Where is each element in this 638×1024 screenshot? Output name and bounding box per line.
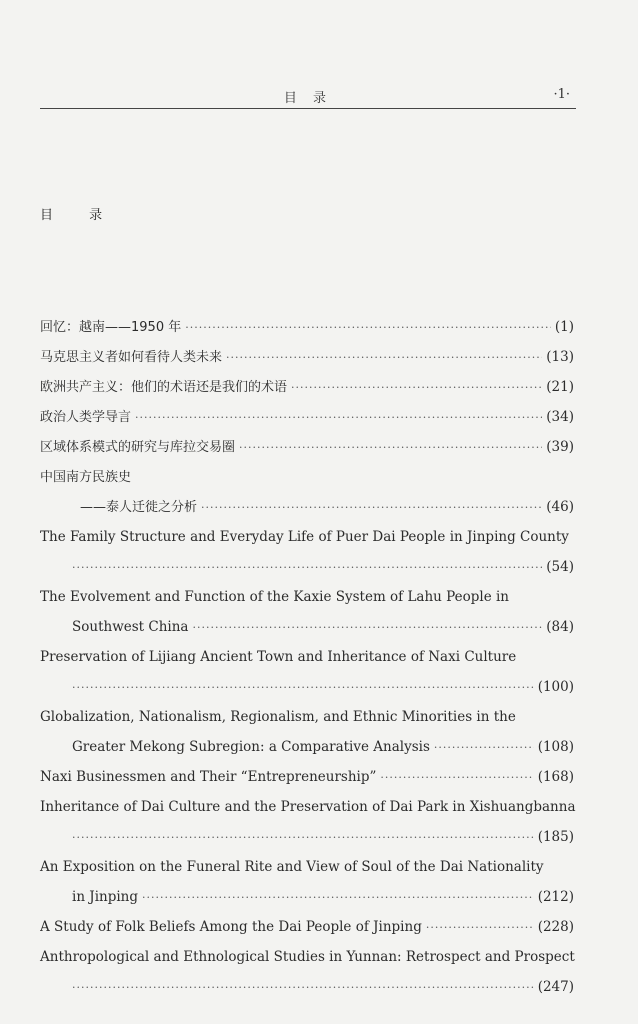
toc-entry-title: An Exposition on the Funeral Rite and View of Soul of the Dai Nationality bbox=[40, 859, 544, 875]
toc-entry-title: 区域体系模式的研究与库拉交易圈 bbox=[40, 440, 236, 455]
toc-entry bbox=[40, 762, 574, 792]
toc-entry-page: (13) bbox=[546, 349, 574, 365]
toc-entry-page: (100) bbox=[537, 679, 574, 695]
toc-entry-page: (21) bbox=[546, 379, 574, 395]
toc-entry-title: 政治人类学导言 bbox=[40, 410, 132, 425]
toc-entry-page: (46) bbox=[546, 499, 574, 515]
toc-entry-title: 中国南方民族史 bbox=[40, 470, 132, 485]
dot-leader bbox=[72, 973, 534, 1003]
toc-entry-subtitle: Greater Mekong Subregion: a Comparative Analysis bbox=[72, 739, 430, 755]
dot-leader bbox=[135, 403, 542, 433]
toc-entry bbox=[40, 792, 574, 822]
toc-entry-subtitle: in Jinping bbox=[72, 889, 139, 905]
toc-entry-title: The Family Structure and Everyday Life of Puer Dai People in Jinping County bbox=[40, 529, 569, 545]
toc-entry-continuation-line bbox=[40, 492, 574, 522]
page-title: 目 录 bbox=[40, 208, 119, 223]
running-header bbox=[40, 86, 576, 109]
toc-entry-title: Anthropological and Ethnological Studies in Yunnan: Retrospect and Prospect bbox=[40, 949, 575, 965]
toc-entry-continuation-line bbox=[40, 972, 574, 1002]
toc-entry-title: 欧洲共产主义：他们的术语还是我们的术语 bbox=[40, 380, 288, 395]
toc-entry-title: 马克思主义者如何看待人类未来 bbox=[40, 350, 223, 365]
toc-entry-continuation-line bbox=[40, 552, 574, 582]
page-number: ·1· bbox=[553, 87, 570, 102]
dot-leader bbox=[291, 373, 542, 403]
toc-entry bbox=[40, 942, 574, 972]
toc-entry-page: (1) bbox=[554, 319, 574, 335]
toc-entry-page: (39) bbox=[546, 439, 574, 455]
toc-entry-continuation-line bbox=[40, 882, 574, 912]
dot-leader bbox=[185, 313, 551, 343]
toc-entry-continuation-line bbox=[40, 612, 574, 642]
toc-entry-page: (168) bbox=[537, 769, 574, 785]
toc-entry-page: (247) bbox=[537, 979, 574, 995]
toc-entry-title: Inheritance of Dai Culture and the Preservation of Dai Park in Xishuangbanna bbox=[40, 799, 576, 815]
toc-entry bbox=[40, 702, 574, 732]
toc-entry bbox=[40, 432, 574, 462]
toc-entry bbox=[40, 522, 574, 552]
toc-entry-title: Preservation of Lijiang Ancient Town and Inheritance of Naxi Culture bbox=[40, 649, 517, 665]
toc-entry bbox=[40, 342, 574, 372]
dot-leader bbox=[192, 613, 542, 643]
dot-leader bbox=[142, 883, 534, 913]
toc-entry-title: 回忆：越南——1950 年 bbox=[40, 320, 182, 335]
toc-entry-title: A Study of Folk Beliefs Among the Dai People of Jinping bbox=[40, 919, 422, 935]
toc-entry-subtitle: ——泰人迁徙之分析 bbox=[80, 500, 198, 515]
toc-entry-page: (108) bbox=[537, 739, 574, 755]
running-title: 目 录 bbox=[283, 91, 333, 106]
dot-leader bbox=[72, 673, 534, 703]
toc-entry-title: The Evolvement and Function of the Kaxie System of Lahu People in bbox=[40, 589, 509, 605]
dot-leader bbox=[72, 823, 534, 853]
dot-leader bbox=[72, 553, 542, 583]
toc-entry-title: Naxi Businessmen and Their “Entrepreneurship” bbox=[40, 769, 377, 785]
toc-entry-page: (212) bbox=[537, 889, 574, 905]
dot-leader bbox=[226, 343, 542, 373]
toc-entry-page: (54) bbox=[546, 559, 574, 575]
toc-entry bbox=[40, 312, 574, 342]
toc-entry bbox=[40, 372, 574, 402]
dot-leader bbox=[426, 913, 534, 943]
toc-entry bbox=[40, 582, 574, 612]
table-of-contents bbox=[40, 312, 574, 1002]
toc-entry bbox=[40, 402, 574, 432]
toc-entry-continuation-line bbox=[40, 822, 574, 852]
dot-leader bbox=[380, 763, 533, 793]
toc-entry-page: (185) bbox=[537, 829, 574, 845]
toc-entry-title: Globalization, Nationalism, Regionalism, and Ethnic Minorities in the bbox=[40, 709, 516, 725]
dot-leader bbox=[239, 433, 542, 463]
toc-entry-continuation-line bbox=[40, 732, 574, 762]
toc-entry bbox=[40, 912, 574, 942]
toc-entry bbox=[40, 642, 574, 672]
dot-leader bbox=[201, 493, 542, 523]
toc-entry-continuation-line bbox=[40, 672, 574, 702]
toc-entry-subtitle: Southwest China bbox=[72, 619, 189, 635]
toc-entry bbox=[40, 462, 574, 492]
toc-entry-page: (228) bbox=[537, 919, 574, 935]
toc-entry bbox=[40, 852, 574, 882]
toc-entry-page: (34) bbox=[546, 409, 574, 425]
toc-entry-page: (84) bbox=[546, 619, 574, 635]
dot-leader bbox=[434, 733, 534, 763]
